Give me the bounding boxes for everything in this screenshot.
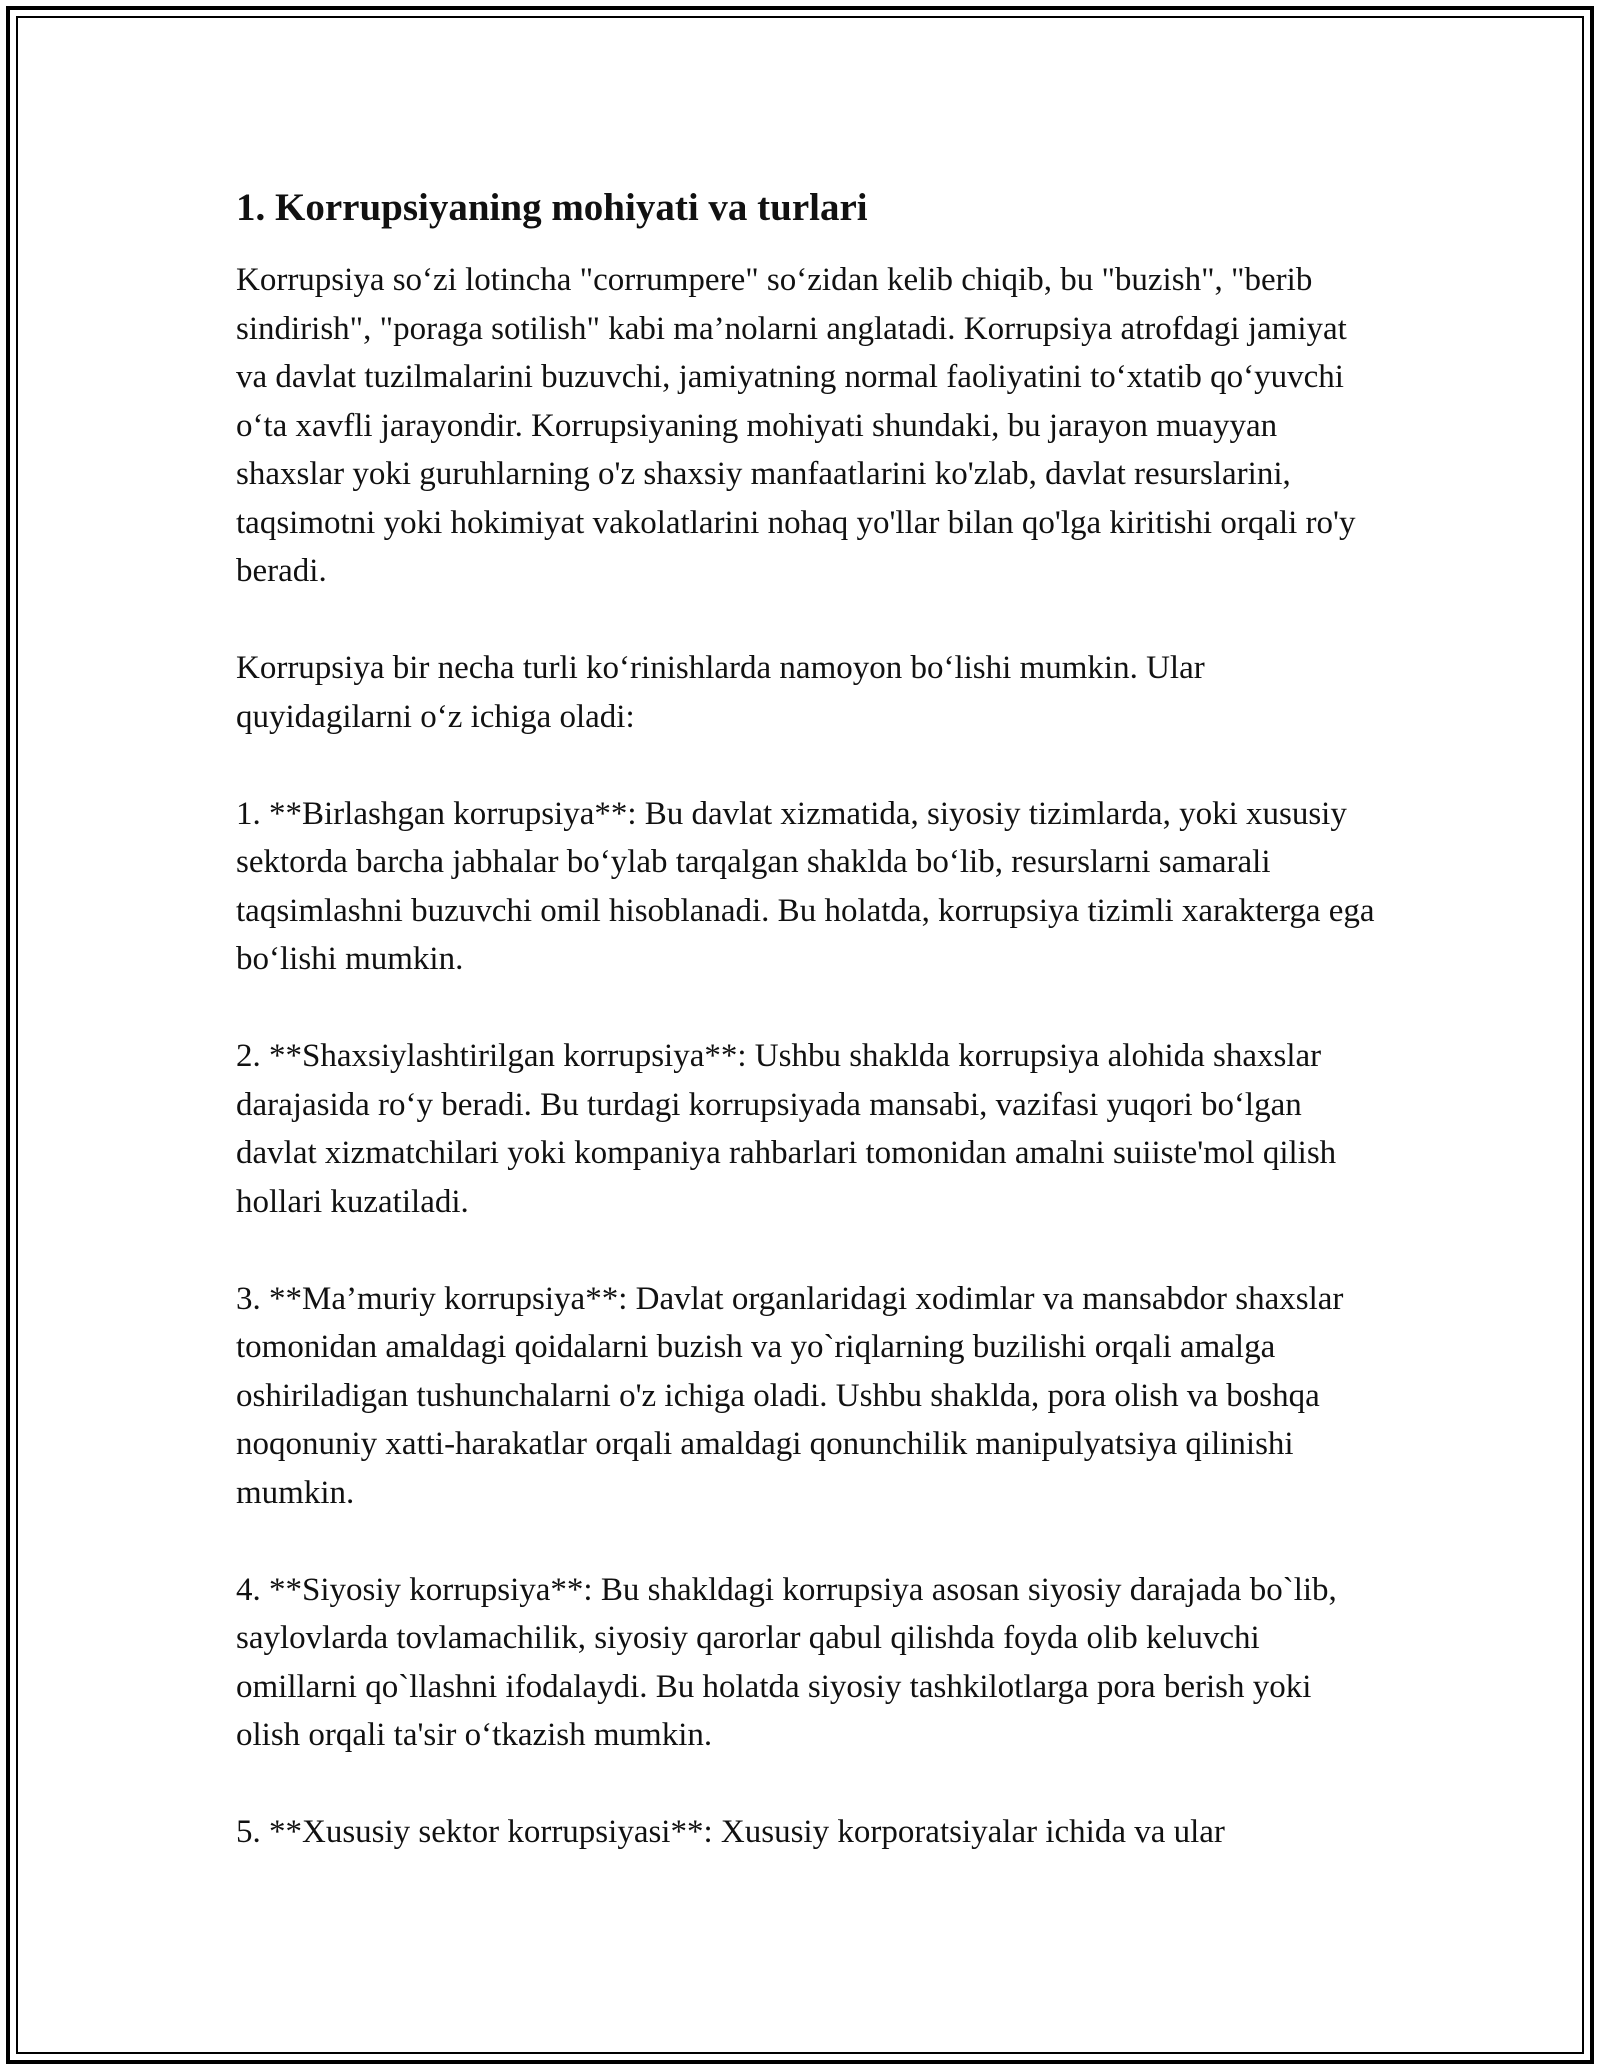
paragraph-types-intro: Korrupsiya bir necha turli ko‘rinishlarda namoyon bo‘lishi mumkin. Ular quyidagilarni o‘z ichiga oladi: (236, 650, 1205, 735)
document-body (236, 180, 1376, 1905)
paragraph-type-4: 4. **Siyosiy korrupsiya**: Bu shakldagi korrupsiya asosan siyosiy darajada bo`lib, saylovlarda tovlamachilik, siyosiy qarorlar qabul qilishda foyda olib keluvchi omillarni qo`llashni ifodalaydi. Bu holatda siyosiy tashkilotlarga pora berish yoki olish orqali ta'sir o‘tkazish mumkin. (236, 1571, 1337, 1753)
paragraph-intro: Korrupsiya so‘zi lotincha "corrumpere" so‘zidan kelib chiqib, bu "buzish", "berib sindirish", "poraga sotilish" kabi ma’nolarni anglatadi. Korrupsiya atrofdagi jamiyat va davlat tuzilmalarini buzuvchi, jamiyatning normal faoliyatini to‘xtatib qo‘yuvchi o‘ta xavfli jarayondir. Korrupsiyaning mohiyati shundaki, bu jarayon muayyan shaxslar yoki guruhlarning o'z shaxsiy manfaatlarini ko'zlab, davlat resurslarini, taqsimotni yoki hokimiyat vakolatlarini nohaq yo'llar bilan qo'lga kiritishi orqali ro'y beradi. (236, 262, 1356, 589)
paragraph-type-1: 1. **Birlashgan korrupsiya**: Bu davlat xizmatida, siyosiy tizimlarda, yoki xususiy sektorda barcha jabhalar bo‘ylab tarqalgan shaklda bo‘lib, resurslarni samarali taqsimlashni buzuvchi omil hisoblanadi. Bu holatda, korrupsiya tizimli xarakterga ega bo‘lishi mumkin. (236, 795, 1375, 977)
paragraph-type-5: 5. **Xususiy sektor korrupsiyasi**: Xususiy korporatsiyalar ichida va ular (236, 1814, 1225, 1850)
paragraph-type-3: 3. **Ma’muriy korrupsiya**: Davlat organlaridagi xodimlar va mansabdor shaxslar tomonidan amaldagi qoidalarni buzish va yo`riqlarning buzilishi orqali amalga oshiriladigan tushunchalarni o'z ichiga oladi. Ushbu shaklda, pora olish va boshqa noqonuniy xatti-harakatlar orqali amaldagi qonunchilik manipulyatsiya qilinishi mumkin. (236, 1280, 1344, 1511)
paragraph-type-2: 2. **Shaxsiylashtirilgan korrupsiya**: Ushbu shaklda korrupsiya alohida shaxslar darajasida ro‘y beradi. Bu turdagi korrupsiyada mansabi, vazifasi yuqori bo‘lgan davlat xizmatchilari yoki kompaniya rahbarlari tomonidan amalni suiiste'mol qilish hollari kuzatiladi. (236, 1038, 1337, 1220)
section-heading: 1. Korrupsiyaning mohiyati va turlari (236, 186, 868, 229)
